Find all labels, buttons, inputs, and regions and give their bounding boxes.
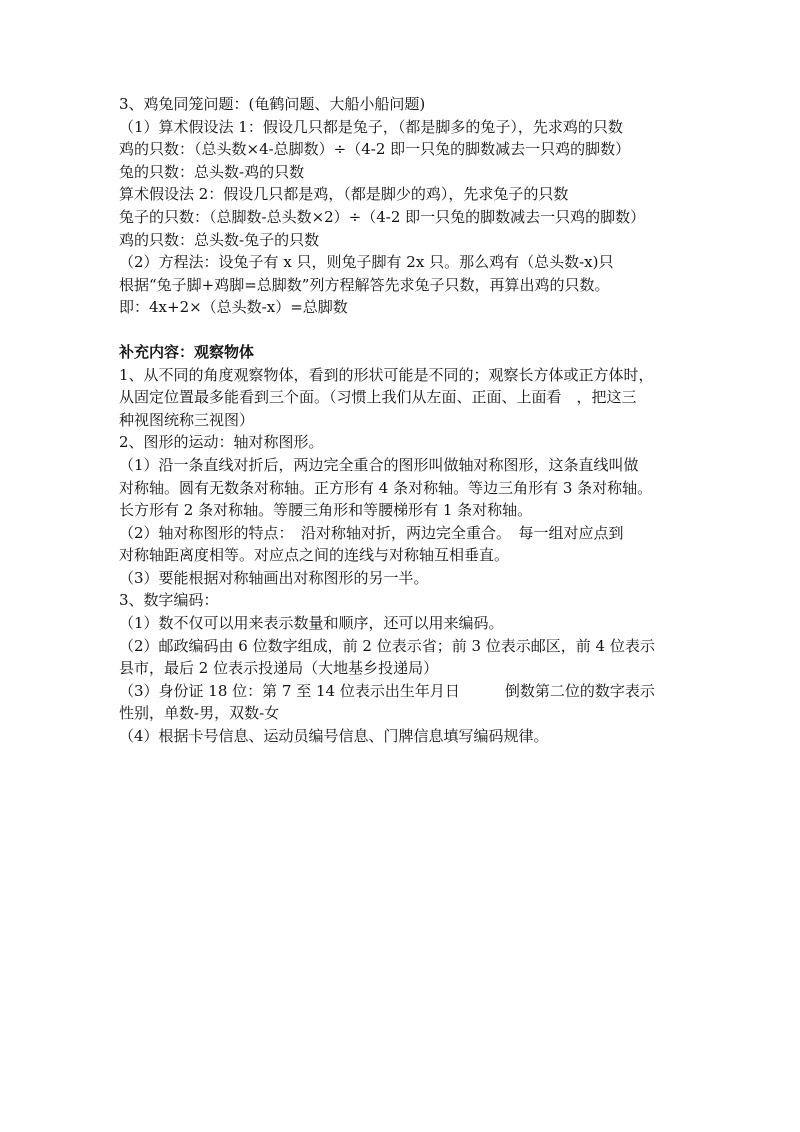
text-line: 鸡的只数：总头数-兔子的只数 (119, 230, 320, 249)
text-line: （2）方程法：设兔子有 x 只，则兔子脚有 2x 只。那么鸡有（总头数-x)只 (119, 253, 614, 272)
text-line: 1、从不同的角度观察物体，看到的形状可能是不同的；观察长方体或正方体时， (119, 365, 654, 384)
text-line: （2）轴对称图形的特点： 沿对称轴对折，两边完全重合。 每一组对应点到 (119, 523, 624, 542)
section-chicken-rabbit (119, 93, 689, 319)
text-line: 对称轴距离度相等。对应点之间的连线与对称轴互相垂直。 (119, 546, 510, 565)
text-line: 对称轴。圆有无数条对称轴。正方形有 4 条对称轴。等边三角形有 3 条对称轴。 (119, 478, 653, 497)
text-line: 兔的只数：总头数-鸡的只数 (119, 162, 305, 181)
text-line: 2、图形的运动：轴对称图形。 (119, 433, 324, 452)
text-line: （2）邮政编码由 6 位数字组成，前 2 位表示省；前 3 位表示邮区，前 4 位表示 (119, 636, 655, 655)
paragraph-gap (119, 319, 689, 341)
text-line: （1）数不仅可以用来表示数量和顺序，还可以用来编码。 (119, 614, 504, 633)
text-line: 长方形有 2 条对称轴。等腰三角形和等腰梯形有 1 条对称轴。 (119, 501, 533, 520)
text-line: （4）根据卡号信息、运动员编号信息、门牌信息填写编码规律。 (119, 727, 549, 746)
section-supplement (119, 341, 689, 748)
document-body (119, 93, 689, 748)
text-line: 鸡的只数：（总头数×4-总脚数）÷（4-2 即一只兔的脚数减去一只鸡的脚数） (119, 140, 631, 159)
text-line: 从固定位置最多能看到三个面。（习惯上我们从左面、正面、上面看 ，把这三 (119, 388, 637, 407)
text-line: 算术假设法 2：假设几只都是鸡，（都是脚少的鸡），先求兔子的只数 (119, 185, 569, 204)
text-line: 根据“兔子脚+鸡脚=总脚数”列方程解答先求兔子只数，再算出鸡的只数。 (119, 275, 610, 294)
text-line: （3）要能根据对称轴画出对称图形的另一半。 (119, 568, 429, 587)
text-line: 3、鸡兔同笼问题：(龟鹤问题、大船小船问题) (119, 95, 426, 113)
text-line: 性别，单数-男，双数-女 (119, 704, 280, 723)
section-heading: 补充内容：观察物体 (119, 342, 255, 361)
text-line: （1）算术假设法 1：假设几只都是兔子，（都是脚多的兔子），先求鸡的只数 (119, 117, 623, 136)
text-line: （1）沿一条直线对折后，两边完全重合的图形叫做轴对称图形，这条直线叫做 (119, 455, 639, 474)
text-line: 县市，最后 2 位表示投递局（大地基乡投递局） (119, 659, 439, 678)
text-line: 3、数字编码： (119, 591, 219, 610)
text-line: （3）身份证 18 位：第 7 至 14 位表示出生年月日 倒数第二位的数字表示 (119, 681, 655, 700)
text-line: 种视图统称三视图） (119, 410, 255, 429)
text-line: 即：4x+2×（总头数-x）=总脚数 (119, 298, 348, 317)
text-line: 兔子的只数：（总脚数-总头数×2）÷（4-2 即一只兔的脚数减去一只鸡的脚数） (119, 207, 646, 226)
